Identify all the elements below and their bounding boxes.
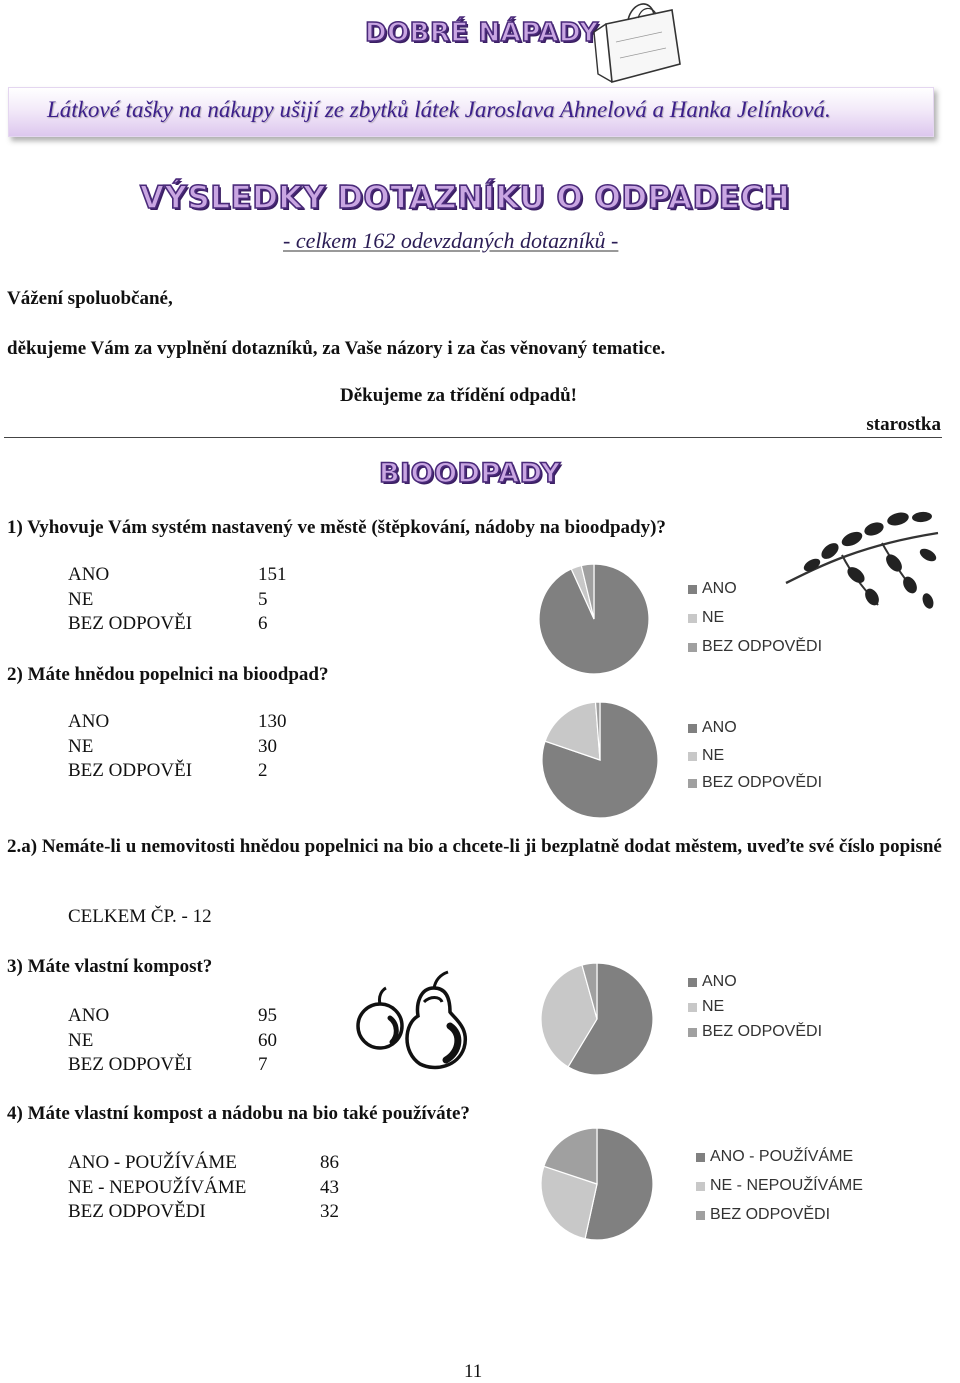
answer-value: 130	[258, 711, 287, 732]
pie-chart-q4	[540, 1127, 654, 1241]
thanks-text: děkujeme Vám za vyplnění dotazníků, za Vaše názory i za čas věnovaný tematice.	[7, 338, 666, 359]
answer-label: ANO	[68, 1005, 110, 1026]
legend-label: BEZ ODPOVĚDI	[710, 1206, 831, 1223]
legend-label: ANO	[702, 580, 737, 597]
answer-value: 151	[258, 564, 287, 585]
legend-swatch	[688, 724, 697, 733]
legend-swatch	[688, 779, 697, 788]
pie-chart-q2	[541, 701, 659, 819]
legend-label: NE	[702, 609, 725, 626]
legend-label: NE	[702, 746, 725, 764]
question-2a-total: CELKEM ČP. - 12	[68, 906, 212, 927]
answer-label: BEZ ODPOVĚDI	[68, 1201, 206, 1222]
question-1: 1) Vyhovuje Vám systém nastavený ve městě (štěpkování, nádoby na bioodpady)?	[7, 517, 666, 538]
legend-swatch	[696, 1153, 705, 1162]
answer-row	[68, 1005, 328, 1030]
answer-value: 86	[320, 1152, 339, 1173]
answer-label: NE	[68, 588, 94, 610]
results-title: VÝSLEDKY DOTAZNÍKU O ODPADECH	[140, 180, 791, 216]
legend-swatch	[688, 978, 697, 987]
apple-pear-icon	[350, 968, 472, 1074]
pie-chart-q1	[538, 563, 650, 675]
legend-label: ANO	[702, 719, 737, 736]
answer-label: ANO	[68, 564, 110, 585]
legend-label: BEZ ODPOVĚDI	[702, 638, 823, 655]
legend-swatch	[688, 614, 697, 623]
answer-label: ANO - POUŽÍVÁME	[68, 1152, 237, 1173]
answers-q4	[68, 1152, 368, 1226]
question-2a: 2.a) Nemáte-li u nemovitosti hnědou popelnici na bio a chcete-li ji bezplatně dodat městem, uveďte své číslo popisné	[7, 836, 942, 857]
leafy-branch-icon	[782, 505, 942, 623]
answer-row	[68, 1177, 368, 1202]
legend-swatch	[688, 585, 697, 594]
answers-q3	[68, 1005, 328, 1079]
answer-row	[68, 1152, 368, 1177]
answer-value: 43	[320, 1176, 339, 1198]
banner-text: Látkové tašky na nákupy ušijí ze zbytků látek Jaroslava Ahnelová a Hanka Jelínková.	[47, 97, 831, 122]
answer-label: NE	[68, 735, 94, 757]
answer-row	[68, 589, 328, 614]
answer-label: NE - NEPOUŽÍVÁME	[68, 1176, 247, 1198]
answer-value: 5	[258, 588, 268, 610]
answer-label: ANO	[68, 711, 110, 732]
answers-q1	[68, 564, 328, 638]
legend-label: ANO - POUŽÍVÁME	[710, 1148, 854, 1165]
legend-label: ANO	[702, 973, 737, 990]
pie-chart-q3	[540, 962, 654, 1076]
answer-row	[68, 564, 328, 589]
answer-row	[68, 736, 328, 761]
question-2: 2) Máte hnědou popelnici na bioodpad?	[7, 664, 329, 685]
section-title: BIOODPADY	[379, 458, 561, 489]
answer-value: 32	[320, 1201, 339, 1222]
answer-value: 7	[258, 1054, 268, 1075]
legend-swatch	[688, 752, 697, 761]
legend-swatch	[688, 1028, 697, 1037]
legend-label: BEZ ODPOVĚDI	[702, 774, 823, 791]
results-subtitle: - celkem 162 odevzdaných dotazníků -	[283, 228, 619, 253]
answer-row	[68, 711, 328, 736]
answer-row	[68, 760, 328, 785]
answer-value: 6	[258, 613, 268, 634]
legend-label: BEZ ODPOVĚDI	[702, 1023, 823, 1040]
legend-label: NE - NEPOUŽÍVÁME	[710, 1177, 863, 1194]
signature: starostka	[866, 414, 941, 435]
thanks-sorting: Děkujeme za třídění odpadů!	[340, 385, 577, 406]
greeting: Vážení spoluobčané,	[7, 288, 173, 309]
divider	[4, 437, 942, 438]
answer-value: 95	[258, 1005, 277, 1026]
page-number: 11	[464, 1361, 483, 1382]
answer-value: 60	[258, 1029, 277, 1051]
answer-value: 2	[258, 760, 268, 781]
answer-row	[68, 1054, 328, 1079]
question-4: 4) Máte vlastní kompost a nádobu na bio také používáte?	[7, 1103, 470, 1124]
answer-row	[68, 1201, 368, 1226]
answer-row	[68, 613, 328, 638]
shopping-bag-icon	[592, 2, 684, 84]
legend-swatch	[696, 1211, 705, 1220]
answers-q2	[68, 711, 328, 785]
legend-swatch	[688, 1003, 697, 1012]
answer-value: 30	[258, 735, 277, 757]
question-3: 3) Máte vlastní kompost?	[7, 956, 213, 977]
legend-swatch	[688, 643, 697, 652]
answer-row	[68, 1030, 328, 1055]
legend-swatch	[696, 1182, 705, 1191]
banner	[8, 87, 934, 137]
answer-label: NE	[68, 1029, 94, 1051]
answer-label: BEZ ODPOVĚI	[68, 613, 193, 634]
answer-label: BEZ ODPOVĚI	[68, 760, 193, 781]
legend-label: NE	[702, 998, 725, 1015]
page-header-title: DOBRÉ NÁPADY	[365, 18, 599, 48]
answer-label: BEZ ODPOVĚI	[68, 1054, 193, 1075]
